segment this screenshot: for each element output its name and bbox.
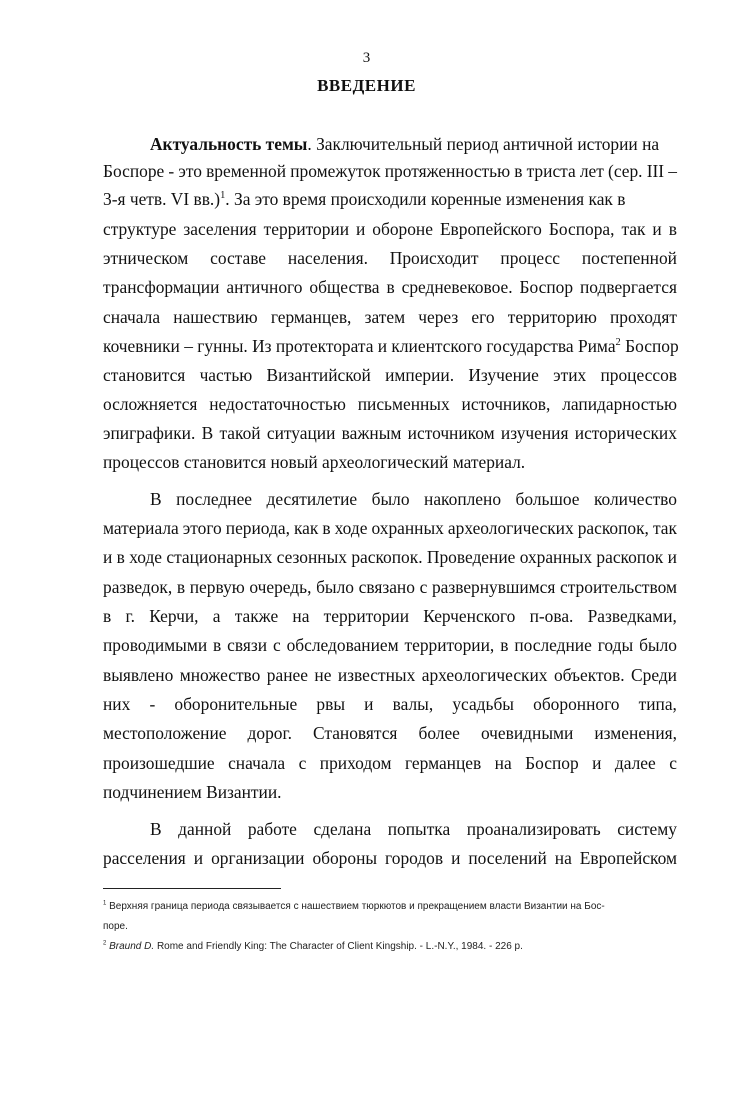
page-number: 3 — [362, 50, 371, 66]
body-line: этническом составе населения. Происходит процесс постепенной — [103, 248, 677, 268]
footnote-1: $^1$ Верхняя граница периода связывается с нашествием тюркютов и прекращением власти Византии на Бос- — [103, 900, 605, 912]
body-line: трансформации античного общества в средневековое. Боспор подвергается — [103, 277, 677, 297]
body-line: кочевники – гунны. Из протектората и клиентского государства Рима$^2$ Боспор — [103, 336, 679, 356]
body-line: процессов становится новый археологический материал. — [103, 452, 526, 472]
body-line: проводимыми в связи с обследованием территории, в последние годы было — [103, 635, 677, 655]
footnote-separator — [103, 888, 281, 889]
body-line: Актуальность темы. Заключительный период античной истории на — [150, 134, 660, 154]
body-line: В данной работе сделана попытка проанализировать систему — [150, 819, 677, 839]
footnote-mark: 1 — [103, 900, 107, 907]
footnote-mark: 2 — [103, 940, 107, 947]
body-line: и в ходе стационарных сезонных раскопок. Проведение охранных раскопок и — [103, 547, 677, 567]
body-line: эпиграфики. В такой ситуации важным источником изучения исторических — [103, 423, 677, 443]
body-line: осложняется недостаточностью письменных источников, лапидарностью — [103, 394, 677, 414]
body-line: выявлено множество ранее не известных археологических объектов. Среди — [103, 665, 677, 685]
body-line: материала этого периода, как в ходе охранных археологических раскопок, так — [103, 518, 677, 538]
body-line: разведок, в первую очередь, было связано с развернувшимся строительством — [103, 577, 677, 597]
body-line: произошедшие сначала с приходом германцев на Боспор и далее с — [103, 753, 677, 773]
body-line: подчинением Византии. — [103, 782, 282, 802]
body-line: 3-я четв. VI вв.)$^1$. За это время происходили коренные изменения как в — [103, 189, 626, 209]
body-line: Боспоре - это временной промежуток протяженностью в триста лет (сер. III – — [103, 161, 677, 181]
body-line: становится частью Византийской империи. Изучение этих процессов — [103, 365, 677, 385]
body-line: расселения и организации обороны городов и поселений на Европейском — [103, 848, 677, 868]
topic-heading: Актуальность темы — [150, 134, 308, 154]
page-title: ВВЕДЕНИЕ — [317, 76, 416, 95]
body-line: них - оборонительные рвы и валы, усадьбы оборонного типа, — [103, 694, 677, 714]
footnote-ref: 2 — [615, 337, 621, 349]
footnote-1-continued: поре. — [103, 921, 128, 932]
footnote-ref: 1 — [220, 190, 226, 202]
body-line: в г. Керчи, а также на территории Керченского п-ова. Разведками, — [103, 606, 677, 626]
body-line: структуре заселения территории и обороне Европейского Боспора, так и в — [103, 219, 677, 239]
body-line: местоположение дорог. Становятся более очевидными изменения, — [103, 723, 677, 743]
body-line: В последнее десятилетие было накоплено большое количество — [150, 489, 677, 509]
body-line: сначала нашествию германцев, затем через его территорию проходят — [103, 307, 677, 327]
footnote-author: Braund D. — [109, 941, 155, 952]
footnote-2: $^2$ Braund D. Rome and Friendly King: The Character of Client Kingship. - L.-N.Y., 1984. - 226 p. — [103, 940, 523, 952]
